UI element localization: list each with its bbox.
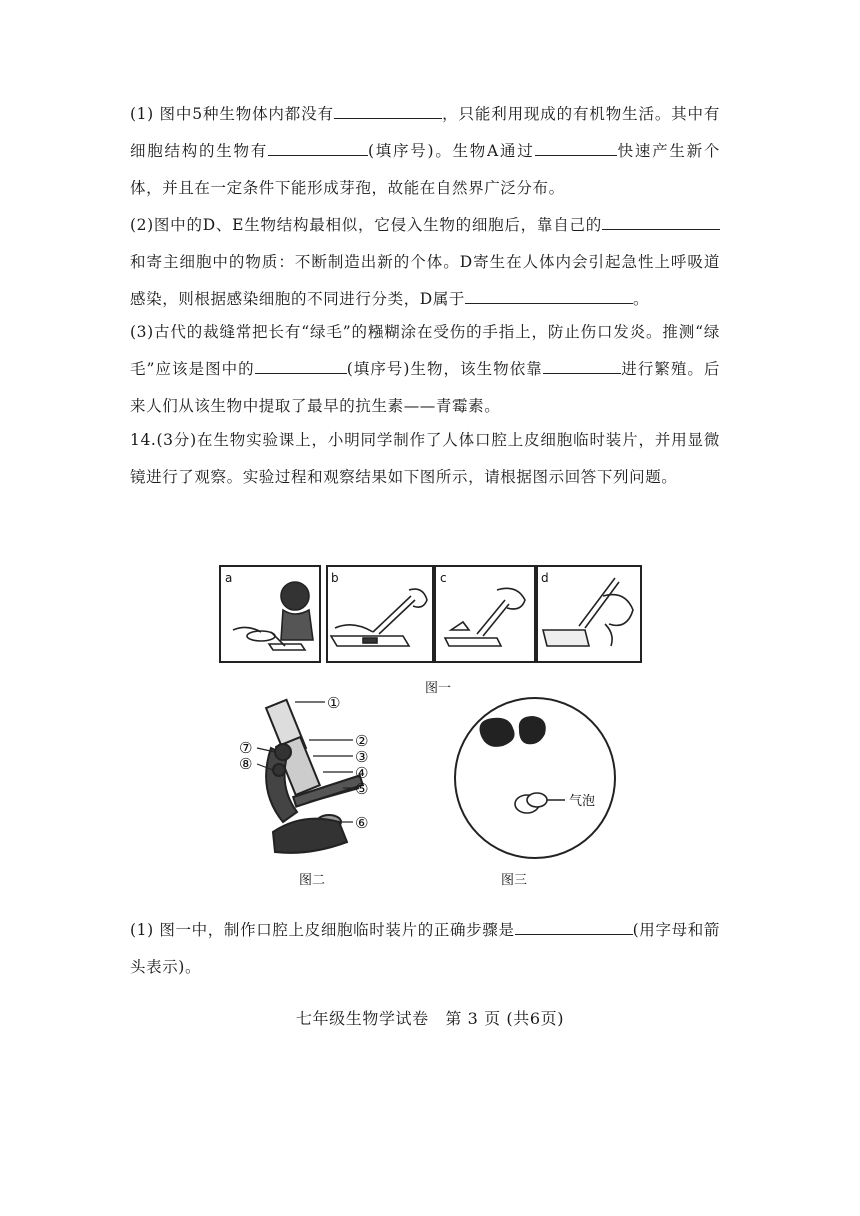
figure-3-field-of-view [455, 698, 615, 858]
answer-blank[interactable] [465, 287, 633, 304]
bubble-label: 气泡 [569, 794, 596, 809]
q13-part1 [130, 96, 720, 207]
panel-b-drawing [331, 589, 427, 646]
panel-a-drawing [233, 582, 313, 650]
answer-blank[interactable] [535, 139, 617, 156]
label-7: ⑦ [239, 739, 253, 757]
fine-knob [273, 764, 285, 776]
answer-blank[interactable] [602, 213, 720, 230]
figure-2-microscope [266, 700, 363, 853]
label-3: ③ [355, 748, 369, 766]
answer-blank[interactable] [543, 357, 621, 374]
panel-d-drawing [543, 578, 633, 646]
label-2: ② [355, 732, 369, 750]
label-5: ⑤ [355, 780, 369, 798]
q13-p1-text-a: (1) 图中5种生物体内都没有 [130, 105, 334, 123]
panel-b-frame [327, 566, 433, 662]
coarse-knob [275, 744, 291, 760]
label-6: ⑥ [355, 814, 369, 832]
panel-c-frame [435, 566, 535, 662]
q13-p3-text-c: 进行繁殖。后来人们从该生物中提取了最早的抗生素——青霉素。 [130, 360, 720, 415]
panel-letters [225, 571, 549, 585]
answer-blank[interactable] [515, 918, 633, 935]
q13-p3-text-a: (3)古代的裁缝常把长有“绿毛”的糨糊涂在受伤的手指上，防止伤口发炎。推测“绿毛”应该是图中的 [130, 323, 720, 378]
label-1: ① [327, 694, 341, 712]
page-footer: 七年级生物学试卷 第 3 页 (共6页) [295, 1009, 565, 1028]
experiment-figure-svg [213, 560, 643, 895]
bubble-2 [527, 793, 547, 807]
answer-blank[interactable] [334, 102, 442, 119]
figure-3-caption: 图三 [501, 873, 528, 888]
panel-letter-a: a [225, 571, 233, 585]
microscope-base [273, 819, 347, 853]
q13-p2-text-b: 和寄主细胞中的物质：不断制造出新的个体。D寄生在人体内会引起急性上呼吸道感染，则根据感染细胞的不同进行分类，D属于 [130, 253, 720, 308]
q13-p2-text-c: 。 [633, 290, 650, 308]
q13-p1-text-d: 快速产生新个体，并且在一定条件下能形成芽孢，故能在自然界广泛分布。 [130, 142, 720, 197]
q14-p1-text-a: (1) 图一中，制作口腔上皮细胞临时装片的正确步骤是 [130, 921, 515, 939]
experiment-figure [213, 560, 643, 895]
person-head-icon [281, 582, 309, 610]
panel-letter-b: b [331, 571, 339, 585]
answer-blank[interactable] [255, 357, 347, 374]
q13-p2-text-a: (2)图中的D、E生物结构最相似，它侵入生物的细胞后，靠自己的 [130, 216, 602, 234]
answer-blank[interactable] [268, 139, 368, 156]
q14-intro: 14.(3分)在生物实验课上，小明同学制作了人体口腔上皮细胞临时装片，并用显微镜进行了观察。实验过程和观察结果如下图所示，请根据图示回答下列问题。 [130, 431, 720, 486]
cell-cluster-2 [519, 716, 546, 744]
cell-cluster-1 [480, 718, 515, 747]
label-8: ⑧ [239, 755, 253, 773]
panel-letter-c: c [440, 571, 447, 585]
panel-letter-d: d [541, 571, 549, 585]
figure-1-caption: 图一 [425, 681, 452, 696]
figure-2-caption: 图二 [299, 873, 326, 888]
panel-c-drawing [445, 588, 525, 646]
q13-p1-text-b: ，只能利用现成的有机物生活。其中有细胞结构的生物有 [130, 105, 721, 160]
q14-part1 [130, 912, 720, 986]
q13-part3 [130, 314, 720, 425]
q13-p3-text-b: (填序号)生物，该生物依靠 [346, 360, 543, 378]
figure-1 [220, 566, 641, 662]
q14-p1-text-b: (用字母和箭头表示)。 [130, 921, 720, 976]
label-4: ④ [355, 764, 369, 782]
q13-part2 [130, 207, 720, 318]
q13-p1-text-c: (填序号)。生物A通过 [367, 142, 535, 160]
